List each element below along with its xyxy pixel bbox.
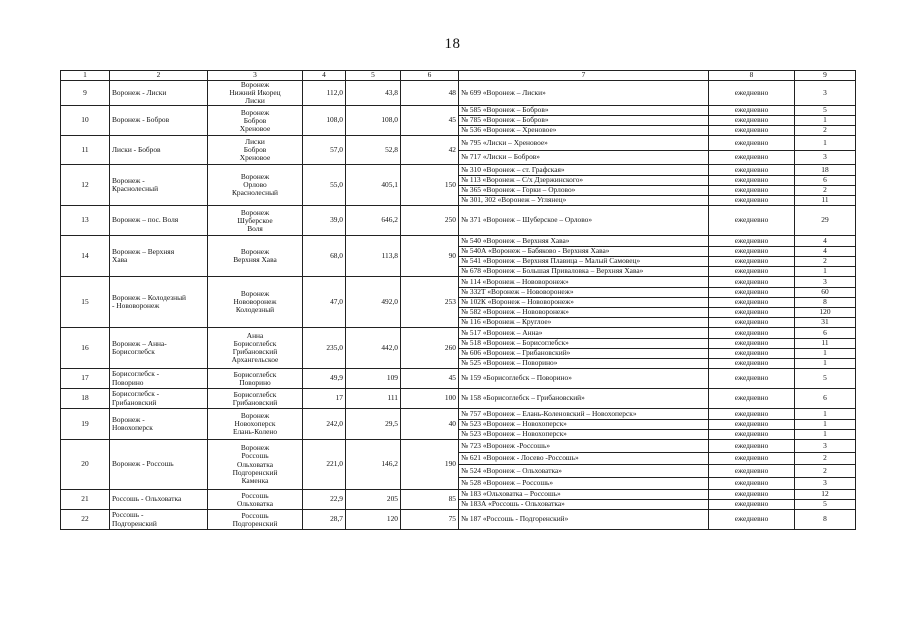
passenger-turnover: 29,5 [346, 409, 401, 440]
passenger-turnover: 442,0 [346, 328, 401, 369]
travel-time: 40 [401, 409, 459, 440]
table-row [61, 389, 856, 409]
route-name: № 525 «Воронеж – Поворино» [459, 359, 709, 369]
route-direction: Воронеж – Колодезный - Нововоронеж [110, 277, 208, 328]
route-name: № 102К «Воронеж – Нововоронеж» [459, 297, 709, 307]
route-schedule: ежедневно [709, 452, 795, 465]
routes-table [60, 70, 856, 530]
table-row [61, 490, 856, 500]
route-direction: Воронеж - Лиски [110, 80, 208, 106]
route-stops: Воронеж Шуберское Воля [208, 206, 303, 236]
route-name: № 606 «Воронеж – Грибановский» [459, 348, 709, 358]
trips-count: 12 [795, 490, 856, 500]
route-schedule: ежедневно [709, 246, 795, 256]
trips-count: 4 [795, 246, 856, 256]
route-name: № 785 «Воронеж – Бобров» [459, 116, 709, 126]
route-direction: Борисоглебск - Поворино [110, 369, 208, 389]
route-schedule: ежедневно [709, 389, 795, 409]
route-name: № 540 «Воронеж – Верхняя Хава» [459, 236, 709, 246]
route-length: 235,0 [303, 328, 346, 369]
row-number: 14 [61, 236, 110, 277]
route-direction: Воронеж – Анна- Борисоглебск [110, 328, 208, 369]
route-name: № 159 «Борисоглебск – Поворино» [459, 369, 709, 389]
passenger-turnover: 111 [346, 389, 401, 409]
route-stops: Воронеж Россошь Ольховатка Подгоренский Каменка [208, 440, 303, 490]
route-length: 22,9 [303, 490, 346, 510]
route-schedule: ежедневно [709, 477, 795, 490]
route-schedule: ежедневно [709, 465, 795, 478]
trips-count: 4 [795, 236, 856, 246]
route-schedule: ежедневно [709, 369, 795, 389]
route-schedule: ежедневно [709, 338, 795, 348]
route-schedule: ежедневно [709, 116, 795, 126]
trips-count: 6 [795, 175, 856, 185]
route-length: 49,9 [303, 369, 346, 389]
route-name: № 541 «Воронеж – Верхняя Плавица – Малый Самовец» [459, 256, 709, 266]
route-stops: Россошь Ольховатка [208, 490, 303, 510]
route-schedule: ежедневно [709, 429, 795, 439]
route-name: № 116 «Воронеж – Круглое» [459, 318, 709, 328]
page-number: 18 [444, 36, 461, 52]
trips-count: 1 [795, 116, 856, 126]
trips-count: 2 [795, 465, 856, 478]
route-name: № 113 «Воронеж – С/х Дзержинского» [459, 175, 709, 185]
route-schedule: ежедневно [709, 267, 795, 277]
trips-count: 1 [795, 429, 856, 439]
trips-count: 2 [795, 256, 856, 266]
row-number: 13 [61, 206, 110, 236]
passenger-turnover: 205 [346, 490, 401, 510]
trips-count: 5 [795, 500, 856, 510]
route-name: № 717 «Лиски – Бобров» [459, 150, 709, 165]
passenger-turnover: 108,0 [346, 106, 401, 136]
column-header: 2 [110, 71, 208, 81]
route-stops: Воронеж Верхняя Хава [208, 236, 303, 277]
passenger-turnover: 146,2 [346, 440, 401, 490]
route-name: № 528 «Воронеж – Россошь» [459, 477, 709, 490]
column-header: 9 [795, 71, 856, 81]
table-row [61, 106, 856, 116]
route-length: 221,0 [303, 440, 346, 490]
passenger-turnover: 405,1 [346, 165, 401, 206]
route-schedule: ежедневно [709, 196, 795, 206]
route-schedule: ежедневно [709, 287, 795, 297]
route-schedule: ежедневно [709, 328, 795, 338]
trips-count: 2 [795, 185, 856, 195]
trips-count: 11 [795, 196, 856, 206]
trips-count: 3 [795, 440, 856, 453]
travel-time: 253 [401, 277, 459, 328]
row-number: 9 [61, 80, 110, 106]
route-name: № 621 «Воронеж - Лосево -Россошь» [459, 452, 709, 465]
trips-count: 3 [795, 80, 856, 106]
row-number: 16 [61, 328, 110, 369]
route-length: 55,0 [303, 165, 346, 206]
route-stops: Анна Борисоглебск Грибановский Архангельское [208, 328, 303, 369]
column-header: 3 [208, 71, 303, 81]
route-schedule: ежедневно [709, 185, 795, 195]
route-direction: Россошь - Подгоренский [110, 510, 208, 530]
route-schedule: ежедневно [709, 510, 795, 530]
trips-count: 60 [795, 287, 856, 297]
travel-time: 250 [401, 206, 459, 236]
route-schedule: ежедневно [709, 419, 795, 429]
route-name: № 757 «Воронеж – Елань-Коленовский – Новохоперск» [459, 409, 709, 419]
table-body [61, 71, 856, 530]
route-name: № 585 «Воронеж – Бобров» [459, 106, 709, 116]
column-header: 8 [709, 71, 795, 81]
route-schedule: ежедневно [709, 80, 795, 106]
column-header: 6 [401, 71, 459, 81]
route-name: № 523 «Воронеж – Новохоперск» [459, 429, 709, 439]
route-name: № 183 «Ольховатка – Россошь» [459, 490, 709, 500]
route-name: № 183А «Россошь - Ольховатка» [459, 500, 709, 510]
row-number: 18 [61, 389, 110, 409]
route-stops: Воронеж Нововоронеж Колодезный [208, 277, 303, 328]
table-row [61, 409, 856, 419]
row-number: 11 [61, 136, 110, 165]
route-schedule: ежедневно [709, 409, 795, 419]
trips-count: 120 [795, 307, 856, 317]
row-number: 17 [61, 369, 110, 389]
route-name: № 158 «Борисоглебск – Грибановский» [459, 389, 709, 409]
trips-count: 1 [795, 136, 856, 151]
route-length: 47,0 [303, 277, 346, 328]
route-stops: Борисоглебск Поворино [208, 369, 303, 389]
passenger-turnover: 646,2 [346, 206, 401, 236]
trips-count: 3 [795, 277, 856, 287]
route-name: № 114 «Воронеж – Нововоронеж» [459, 277, 709, 287]
table-row [61, 369, 856, 389]
route-length: 112,0 [303, 80, 346, 106]
route-name: № 723 «Воронеж -Россошь» [459, 440, 709, 453]
row-number: 10 [61, 106, 110, 136]
route-schedule: ежедневно [709, 236, 795, 246]
row-number: 22 [61, 510, 110, 530]
travel-time: 42 [401, 136, 459, 165]
route-schedule: ежедневно [709, 206, 795, 236]
route-schedule: ежедневно [709, 126, 795, 136]
route-name: № 187 «Россошь - Подгоренский» [459, 510, 709, 530]
travel-time: 45 [401, 106, 459, 136]
route-direction: Воронеж - Краснолесный [110, 165, 208, 206]
table-row [61, 510, 856, 530]
trips-count: 1 [795, 348, 856, 358]
route-length: 17 [303, 389, 346, 409]
route-name: № 310 «Воронеж – ст. Графская» [459, 165, 709, 175]
route-length: 39,0 [303, 206, 346, 236]
trips-count: 1 [795, 409, 856, 419]
row-number: 19 [61, 409, 110, 440]
route-direction: Воронеж - Россошь [110, 440, 208, 490]
route-length: 28,7 [303, 510, 346, 530]
route-direction: Воронеж - Бобров [110, 106, 208, 136]
route-schedule: ежедневно [709, 175, 795, 185]
table-header-row [61, 71, 856, 81]
trips-count: 2 [795, 452, 856, 465]
trips-count: 11 [795, 338, 856, 348]
route-length: 242,0 [303, 409, 346, 440]
route-name: № 523 «Воронеж – Новохоперск» [459, 419, 709, 429]
route-schedule: ежедневно [709, 106, 795, 116]
route-schedule: ежедневно [709, 307, 795, 317]
trips-count: 29 [795, 206, 856, 236]
table-row [61, 206, 856, 236]
route-stops: Воронеж Нижний Икорец Лиски [208, 80, 303, 106]
column-header: 7 [459, 71, 709, 81]
route-schedule: ежедневно [709, 165, 795, 175]
trips-count: 5 [795, 369, 856, 389]
route-schedule: ежедневно [709, 500, 795, 510]
trips-count: 8 [795, 297, 856, 307]
route-name: № 536 «Воронеж – Хреновое» [459, 126, 709, 136]
travel-time: 75 [401, 510, 459, 530]
route-stops: Россошь Подгоренский [208, 510, 303, 530]
column-header: 1 [61, 71, 110, 81]
table-row [61, 80, 856, 106]
trips-count: 1 [795, 419, 856, 429]
trips-count: 3 [795, 477, 856, 490]
trips-count: 31 [795, 318, 856, 328]
column-header: 5 [346, 71, 401, 81]
trips-count: 8 [795, 510, 856, 530]
travel-time: 150 [401, 165, 459, 206]
travel-time: 190 [401, 440, 459, 490]
route-length: 68,0 [303, 236, 346, 277]
route-name: № 518 «Воронеж – Борисоглебск» [459, 338, 709, 348]
trips-count: 1 [795, 267, 856, 277]
route-length: 57,0 [303, 136, 346, 165]
passenger-turnover: 120 [346, 510, 401, 530]
travel-time: 45 [401, 369, 459, 389]
route-direction: Россошь - Ольховатка [110, 490, 208, 510]
route-schedule: ежедневно [709, 277, 795, 287]
route-name: № 301, 302 «Воронеж – Углянец» [459, 196, 709, 206]
travel-time: 48 [401, 80, 459, 106]
row-number: 21 [61, 490, 110, 510]
trips-count: 6 [795, 328, 856, 338]
route-name: № 332Т «Воронеж – Нововоронеж» [459, 287, 709, 297]
route-stops: Борисоглебск Грибановский [208, 389, 303, 409]
route-schedule: ежедневно [709, 348, 795, 358]
route-schedule: ежедневно [709, 136, 795, 151]
route-schedule: ежедневно [709, 150, 795, 165]
travel-time: 85 [401, 490, 459, 510]
route-schedule: ежедневно [709, 490, 795, 500]
row-number: 15 [61, 277, 110, 328]
route-schedule: ежедневно [709, 440, 795, 453]
trips-count: 5 [795, 106, 856, 116]
route-stops: Лиски Бобров Хреновое [208, 136, 303, 165]
route-name: № 524 «Воронеж – Ольховатка» [459, 465, 709, 478]
travel-time: 260 [401, 328, 459, 369]
passenger-turnover: 43,8 [346, 80, 401, 106]
table-row [61, 165, 856, 175]
route-name: № 699 «Воронеж – Лиски» [459, 80, 709, 106]
table-row [61, 440, 856, 453]
travel-time: 90 [401, 236, 459, 277]
row-number: 12 [61, 165, 110, 206]
route-direction: Воронеж – пос. Воля [110, 206, 208, 236]
passenger-turnover: 113,8 [346, 236, 401, 277]
table-row [61, 136, 856, 151]
route-direction: Воронеж – Верхняя Хава [110, 236, 208, 277]
route-direction: Лиски - Бобров [110, 136, 208, 165]
route-schedule: ежедневно [709, 318, 795, 328]
trips-count: 1 [795, 359, 856, 369]
route-name: № 582 «Воронеж – Нововоронеж» [459, 307, 709, 317]
route-name: № 795 «Лиски – Хреновое» [459, 136, 709, 151]
route-length: 108,0 [303, 106, 346, 136]
passenger-turnover: 109 [346, 369, 401, 389]
route-schedule: ежедневно [709, 297, 795, 307]
row-number: 20 [61, 440, 110, 490]
passenger-turnover: 52,8 [346, 136, 401, 165]
route-stops: Воронеж Новохоперск Елань-Колено [208, 409, 303, 440]
table-row [61, 277, 856, 287]
route-name: № 365 «Воронеж – Горки – Орлово» [459, 185, 709, 195]
route-name: № 371 «Воронеж – Шуберское – Орлово» [459, 206, 709, 236]
route-stops: Воронеж Бобров Хреновое [208, 106, 303, 136]
trips-count: 3 [795, 150, 856, 165]
route-name: № 678 «Воронеж – Большая Приваловка – Верхняя Хава» [459, 267, 709, 277]
route-name: № 517 «Воронеж – Анна» [459, 328, 709, 338]
table-row [61, 328, 856, 338]
trips-count: 6 [795, 389, 856, 409]
route-direction: Воронеж - Новохоперск [110, 409, 208, 440]
route-stops: Воронеж Орлово Краснолесный [208, 165, 303, 206]
trips-count: 2 [795, 126, 856, 136]
route-direction: Борисоглебск - Грибановский [110, 389, 208, 409]
route-schedule: ежедневно [709, 359, 795, 369]
route-schedule: ежедневно [709, 256, 795, 266]
travel-time: 100 [401, 389, 459, 409]
route-name: № 540А «Воронеж – Бабяково - Верхняя Хава» [459, 246, 709, 256]
passenger-turnover: 492,0 [346, 277, 401, 328]
table-row [61, 236, 856, 246]
column-header: 4 [303, 71, 346, 81]
trips-count: 18 [795, 165, 856, 175]
